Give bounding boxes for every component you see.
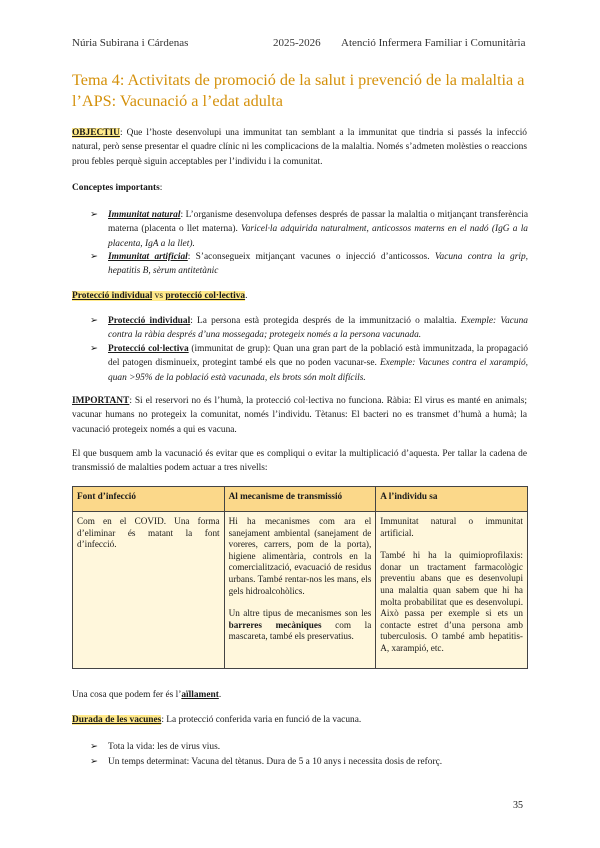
protection-example: Exemple: Vacunes contra el xarampió, quan >95% de la població està vacunada, els brots són molt difícils. — [108, 358, 528, 383]
mechanism-barriers: barreres mecàniques — [228, 619, 322, 630]
table-header-mechanism: Al mecanisme de transmissió — [224, 487, 376, 512]
page-number: 35 — [513, 800, 523, 811]
duration-item-lifetime: Tota la vida: les de virus vius. — [108, 742, 221, 752]
protection-item-individual — [108, 314, 528, 343]
mechanism-text-a: Un altre tipus de mecanismes son les — [228, 608, 372, 619]
protection-heading-individual: Protecció individual — [72, 291, 153, 301]
protection-text: (immunitat de grup): Quan una gran part de la població està immunitzada, la propagació del patogen disminueix, protegint també els que no poden vacunar-se. — [108, 344, 528, 369]
isolation-term: aïllament — [181, 690, 219, 700]
header-author: Núria Subirana i Cárdenas — [72, 37, 189, 49]
individual-paragraph-1: Immunitat natural o immunitat artificial. — [380, 516, 523, 538]
table-cell-individual — [376, 512, 528, 669]
table-header-source: Font d’infecció — [73, 487, 225, 512]
mechanism-text-c: com la mascareta, també els preservatius. — [228, 619, 372, 642]
objective-text: : Que l’hoste desenvolupi una immunitat tan semblant a la immunitat que tindria si passés la infecció natural, però sense presentar el quadre clínic ni les complicacions de la malaltia. Només s’admeten molèsties o reaccions prou febles perquè siguin acceptables per l’individu i la comunitat. — [72, 128, 527, 167]
important-paragraph — [72, 394, 527, 437]
protection-bullet-icon: ➢ — [90, 344, 98, 354]
mechanism-paragraph-2 — [229, 608, 372, 643]
page-title: Tema 4: Activitats de promoció de la salut i prevenció de la malaltia a l’APS: Vacunació a l’edat adulta — [72, 71, 525, 110]
isolation-paragraph — [72, 688, 527, 702]
isolation-text: Una cosa que podem fer és l’ — [72, 690, 182, 700]
duration-bullet-icon: ➢ — [90, 757, 98, 767]
isolation-end: . — [218, 690, 222, 700]
concept-bullet-icon: ➢ — [90, 252, 98, 262]
objective-paragraph — [72, 126, 527, 169]
objective-label: OBJECTIU — [72, 128, 120, 138]
important-text: : Si el reservori no és l’humà, la protecció col·lectiva no funciona. Ràbia: El virus es manté en animals; vacunar humans no protegeix la comunitat, només l’individu. Tètanus: El bacteri no es transmet d’humà a humà; la vacunació protegeix només a qui es vacuna. — [72, 396, 527, 435]
protection-heading-end: . — [245, 291, 248, 301]
protection-bullet-icon: ➢ — [90, 316, 98, 326]
individual-paragraph-2: També hi ha la quimioprofilaxis: donar un tractament farmacològic preventiu abans que es desenvolupi una malaltia quan sabem que hi ha molta probabilitat que es desenvolupi. Això passa per exemple si ets un contacte estret d’una persona amb tuberculosis. O també amb hepatitis-A, xarampió, etc. — [380, 550, 523, 653]
header-year: 2025-2026 — [273, 37, 321, 49]
concepts-heading — [72, 181, 527, 195]
protection-term: Protecció col·lectiva — [108, 344, 189, 354]
duration-paragraph — [72, 713, 527, 727]
mechanism-paragraph-1: Hi ha mecanismes com ara el sanejament ambiental (sanejament de voreres, carrers, pom de la porta), higiene alimentària, controls en la comercialització, evacuació de residus urbans. També rentar-nos les mans, els gels hidroalcohòlics. — [228, 516, 372, 596]
concept-item-artificial — [108, 250, 528, 279]
duration-item-limited: Un temps determinat: Vacuna del tètanus. Dura de 5 a 10 anys i necessita dosis de reforç. — [108, 757, 443, 767]
concept-example: Varicel·la adquirida naturalment, anticossos materns en el nadó (IgG a la placenta, IgA a la llet). — [108, 224, 528, 249]
concept-example: Vacuna contra la grip, hepatitis B, sèrum antitetànic — [108, 252, 529, 277]
concepts-heading-label: Conceptes importants — [72, 183, 160, 193]
chain-intro-paragraph: El que busquem amb la vacunació és evitar que es compliqui o evitar la multiplicació d’aquesta. Per tallar la cadena de transmissió de malalties podem actuar a tres nivells: — [72, 449, 527, 474]
protection-heading-collective: protecció col·lectiva — [165, 291, 246, 301]
protection-text: : La persona està protegida després de la immunització o malaltia. — [190, 316, 461, 326]
transmission-table — [72, 486, 528, 669]
protection-heading — [72, 289, 527, 303]
table-header-individual: A l’individu sa — [376, 487, 528, 512]
protection-example: Exemple: Vacuna contra la ràbia després d’una mossegada; protegeix només a la persona vacunada. — [108, 316, 528, 341]
protection-heading-vs: vs — [152, 291, 166, 301]
duration-text: : La protecció conferida varia en funció de la vacuna. — [161, 715, 362, 725]
concept-text: : S’aconsegueix mitjançant vacunes o injecció d’anticossos. — [187, 252, 435, 262]
important-label: IMPORTANT — [72, 396, 130, 406]
header-course: Atenció Infermera Familiar i Comunitària — [341, 37, 526, 49]
table-cell-source: Com en el COVID. Una forma d’eliminar és matant la font d’infecció. — [73, 512, 225, 669]
concept-term: Immunitat natural — [108, 210, 181, 220]
duration-bullet-icon: ➢ — [90, 742, 98, 752]
protection-item-collective — [108, 342, 528, 385]
concept-item-natural — [108, 208, 528, 251]
concept-term: Immunitat artificial — [108, 252, 188, 262]
protection-term: Protecció individual — [108, 316, 191, 326]
concept-bullet-icon: ➢ — [90, 210, 98, 220]
concept-text: : L’organisme desenvolupa defenses després de passar la malaltia o mitjançant transferència materna (placenta o llet materna). — [108, 210, 528, 235]
concepts-heading-colon: : — [159, 183, 163, 193]
table-cell-mechanism — [224, 512, 376, 669]
duration-label: Durada de les vacunes — [72, 715, 162, 725]
